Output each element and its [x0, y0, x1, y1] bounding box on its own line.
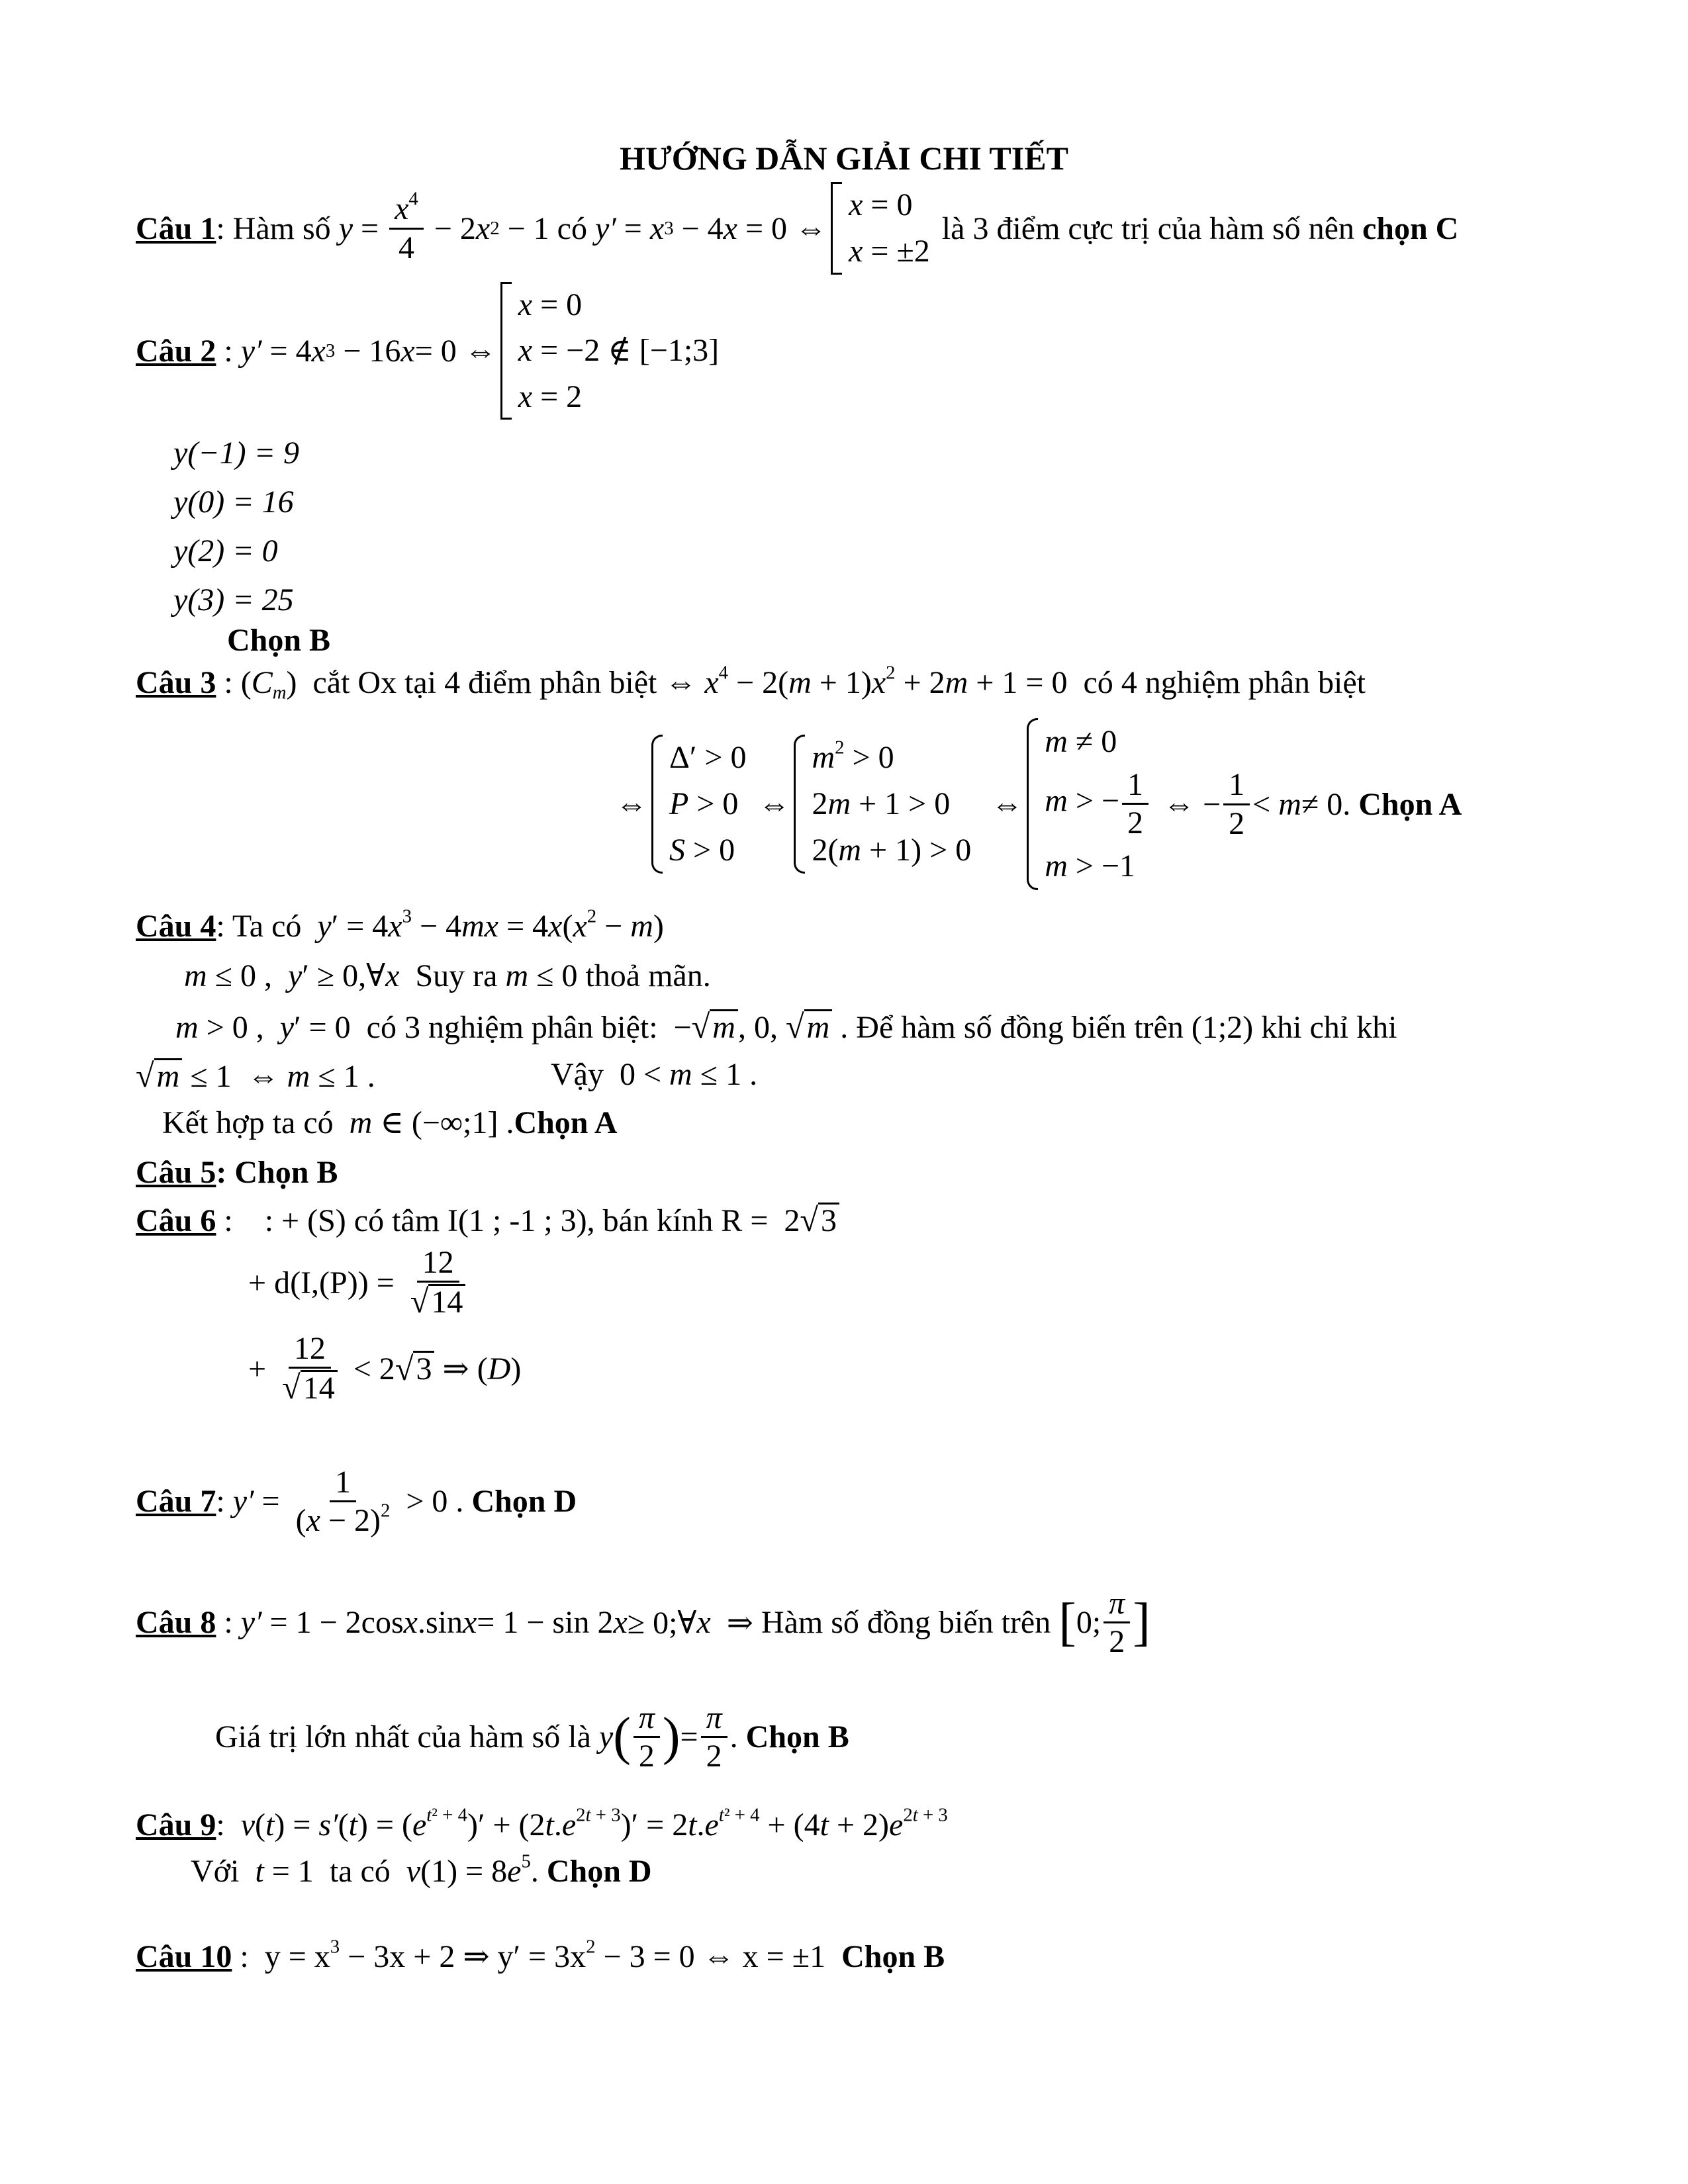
q6-line2: + d(I,(P)) = $\frac{12}{√14}$: [248, 1244, 473, 1321]
question-7: Câu 7 : y′ = $\frac{1}{(x - 2)^2}$ > 0 . Chọn D: [136, 1465, 577, 1539]
question-9: Câu 9: $v(t) = s'(t) = (e^{t^2 + 4})' + (2t.e^{2t + 3})' = 2t.e^{t^2 + 4} + (4t + 2)e^{2t + 3}$: [136, 1804, 948, 1843]
answer-1: chọn C: [1362, 210, 1459, 246]
answer-3: Chọn A: [1358, 786, 1462, 822]
question-1-label: Câu 1: [136, 210, 216, 246]
question-4-label: Câu 4: [136, 909, 216, 944]
question-7-label: Câu 7: [136, 1484, 216, 1520]
question-8-label: Câu 8: [136, 1605, 216, 1641]
answer-7: Chọn D: [471, 1484, 577, 1520]
q4-line4: √m ≤ 1 ⇔ m ≤ 1 .: [136, 1057, 375, 1094]
q4-line2: m ≤ 0 , y′ ≥ 0,∀x Suy ra m ≤ 0 thoả mãn.: [184, 958, 711, 993]
question-10-label: Câu 10: [136, 1939, 232, 1974]
q8-line2: Giá trị lớn nhất của hàm số là y ( $\frac{\pi}{2}$ ) = $\frac{\pi}{2}$ . Chọn B: [215, 1700, 849, 1774]
q4-line5: Kết hợp ta có m ∈ (−∞;1] .Chọn A: [162, 1105, 618, 1140]
question-2-label: Câu 2: [136, 333, 216, 369]
q2-values: y(−1) = 9 y(0) = 16 y(2) = 0 y(3) = 25: [173, 435, 300, 617]
q9-line2: Với t = 1 ta có $v(1) = 8e^5$. Chọn D: [191, 1850, 652, 1889]
question-5: Câu 5: Chọn B: [136, 1155, 338, 1190]
question-3-label: Câu 3: [136, 665, 216, 700]
answer-2: Chọn B: [227, 623, 331, 658]
answer-10: Chọn B: [841, 1939, 945, 1974]
question-6: Câu 6 : : + (S) có tâm I(1 ; -1 ; 3), bán kính R = 2√3: [136, 1201, 839, 1239]
question-9-label: Câu 9: [136, 1807, 216, 1843]
question-10: Câu 10 : $y = x^3 - 3x + 2$ ⇒ $y' = 3x^2 - 3 = 0$ ⇔ x = ±1 Chọn B: [136, 1936, 945, 1974]
question-6-label: Câu 6: [136, 1203, 216, 1238]
page-title: HƯỚNG DẪN GIẢI CHI TIẾT: [620, 140, 1068, 177]
answer-8: Chọn B: [745, 1719, 849, 1755]
q3-system: ⇔ Δ′ > 0 P > 0 S > 0 ⇔ $m^2 > 0$ 2m + 1 > 0 2(m + 1) > 0 ⇔ m ≠ 0 m > − $\frac{1}{2}$ m > −1 ⇔ − $\frac{1}{2}$ < m ≠ 0. Chọn A: [616, 715, 1462, 893]
q6-line3: + $\frac{12}{√14}$ < 2 √ 3 ⇒ ( D ): [248, 1331, 522, 1406]
q4-line3: m > 0 , y′ = 0 có 3 nghiệm phân biệt: −√m, 0, √m . Để hàm số đồng biến trên (1;2) khi chỉ khi: [175, 1008, 1397, 1045]
question-2: Câu 2 : y′ = 4 x 3 − 16 x = 0 ⇔ x = 0 x = −2 ∉ [−1;3] x = 2: [136, 278, 723, 424]
answer-9: Chọn D: [546, 1854, 652, 1889]
question-5-label: Câu 5: [136, 1155, 216, 1190]
question-4: Câu 4: Ta có $y' = 4x^3 - 4mx = 4x(x^2 - m)$: [136, 905, 664, 944]
answer-5: Chọn B: [234, 1155, 338, 1190]
q4-line4-conclusion: Vậy 0 < m ≤ 1 .: [551, 1057, 758, 1092]
answer-4: Chọn A: [514, 1105, 618, 1140]
question-1: Câu 1 : Hàm số y = $\frac{x^4}{4}$ − 2 x 2 − 1 có y′ = x 3 − 4 x = 0 ⇔ x = 0 x = ±2 là 3 điểm cực trị của hàm số nên chọn C: [136, 179, 1458, 278]
question-3: Câu 3 : $(C_m)$ cắt Ox tại 4 điểm phân biệt ⇔ $x^4 - 2(m + 1)x^2 + 2m + 1 = 0$ có 4 nghiệm phân biệt: [136, 662, 1366, 704]
question-8: Câu 8 : y′ = 1 − 2cos x .sin x = 1 − sin 2 x ≥ 0;∀ x ⇒ Hàm số đồng biến trên [ 0; $\frac{\pi}{2}$ ]: [136, 1586, 1150, 1660]
